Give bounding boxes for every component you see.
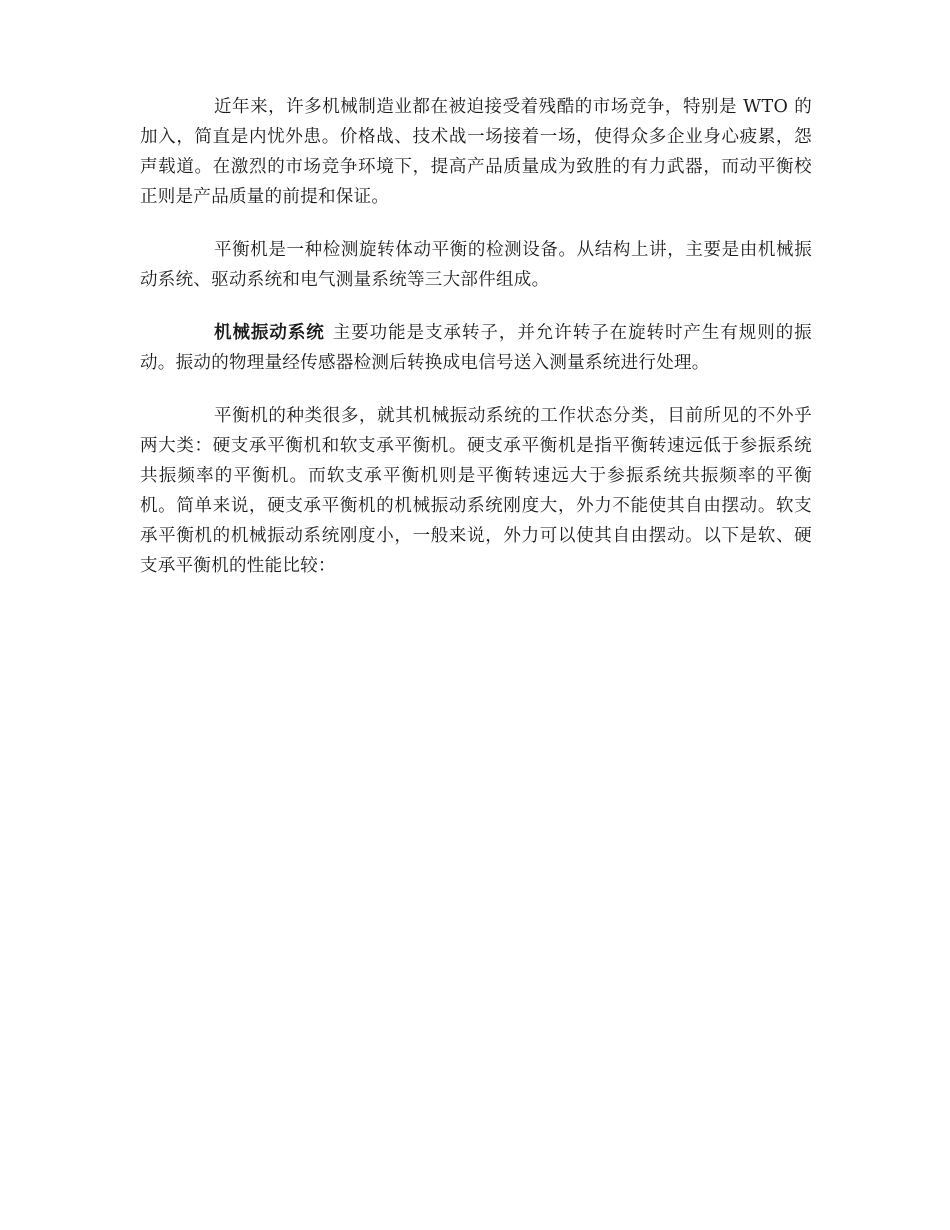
paragraph-vibration-system [140, 318, 812, 378]
paragraph-lead-term: 机械振动系统 [214, 323, 325, 343]
paragraph-text: 平衡机是一种检测旋转体动平衡的检测设备。从结构上讲，主要是由机械振动系统、驱动系统和电气测量系统等三大部件组成。 [140, 240, 812, 290]
paragraph-balancer-types [140, 401, 812, 581]
paragraph-text: 平衡机的种类很多，就其机械振动系统的工作状态分类，目前所见的不外乎两大类：硬支承平衡机和软支承平衡机。硬支承平衡机是指平衡转速远低于参振系统共振频率的平衡机。而软支承平衡机则是平衡转速远大于参振系统共振频率的平衡机。简单来说，硬支承平衡机的机械振动系统刚度大，外力不能使其自由摆动。软支承平衡机的机械振动系统刚度小，一般来说，外力可以使其自由摆动。以下是软、硬支承平衡机的性能比较： [140, 406, 812, 576]
paragraph-text: 近年来，许多机械制造业都在被迫接受着残酷的市场竞争，特别是 WTO 的加入，简直是内忧外患。价格战、技术战一场接着一场，使得众多企业身心疲累，怨声载道。在激烈的市场竞争环境下，提高产品质量成为致胜的有力武器，而动平衡校正则是产品质量的前提和保证。 [140, 97, 812, 207]
paragraph-text: 主要功能是支承转子，并允许转子在旋转时产生有规则的振动。振动的物理量经传感器检测后转换成电信号送入测量系统进行处理。 [140, 323, 812, 373]
paragraph-balancer-definition [140, 235, 812, 295]
document-body [140, 92, 812, 604]
paragraph-intro [140, 92, 812, 212]
